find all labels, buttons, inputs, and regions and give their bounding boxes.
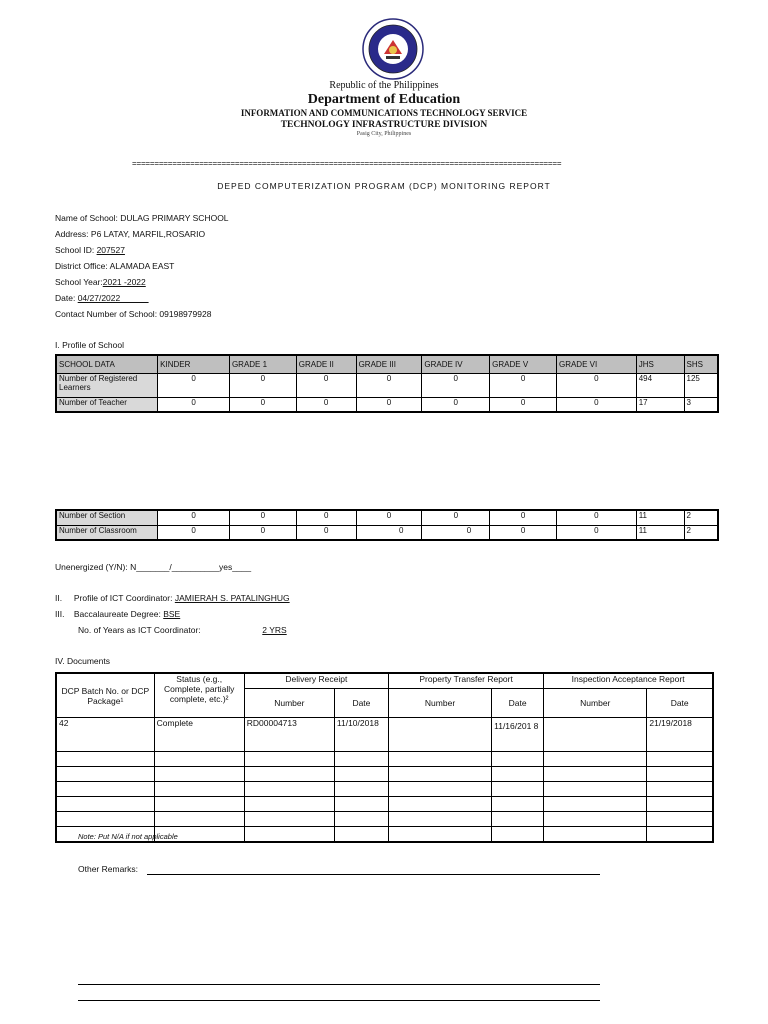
table-cell: 0	[158, 525, 230, 540]
table-cell: 11	[636, 510, 684, 525]
table-cell	[544, 827, 647, 843]
table-cell: 0	[490, 525, 557, 540]
table-row	[56, 525, 718, 540]
address-value: P6 LATAY, MARFIL,ROSARIO	[90, 229, 206, 239]
table-cell: 0	[490, 398, 557, 412]
table-row	[56, 398, 718, 412]
row-label: Number of Section	[56, 510, 158, 525]
table-header-cell: SCHOOL DATA	[56, 355, 158, 374]
years-row	[78, 625, 287, 635]
table-cell	[647, 767, 713, 782]
table-cell	[244, 752, 334, 767]
report-title: DEPED COMPUTERIZATION PROGRAM (DCP) MONITORING REPORT	[217, 181, 551, 191]
table-cell: 3	[684, 398, 718, 412]
table-cell	[544, 812, 647, 827]
table-cell	[244, 797, 334, 812]
school-name-value: DULAG PRIMARY SCHOOL	[120, 213, 229, 223]
table-cell: RD00004713	[244, 718, 334, 752]
table-cell	[388, 752, 491, 767]
table-cell: 0	[422, 398, 490, 412]
table-cell	[492, 827, 544, 843]
deped-seal-icon	[362, 18, 424, 80]
table-header-cell: KINDER	[158, 355, 230, 374]
table-cell: 0	[356, 510, 422, 525]
table-cell	[154, 797, 244, 812]
school-year-row	[55, 277, 146, 287]
table-cell: 0	[556, 374, 636, 398]
school-year-label: School Year:	[55, 277, 103, 287]
years-value: 2 YRS	[262, 625, 287, 635]
table-cell	[334, 812, 388, 827]
table-cell: 494	[636, 374, 684, 398]
table-cell: 125	[684, 374, 718, 398]
table-cell	[244, 767, 334, 782]
school-id-label: School ID:	[55, 245, 97, 255]
table-cell	[56, 812, 154, 827]
separator-line: ================================================================================================	[132, 159, 562, 168]
table-header-cell: GRADE V	[490, 355, 557, 374]
table-cell	[492, 782, 544, 797]
degree-row	[55, 609, 180, 619]
table-cell	[544, 718, 647, 752]
ict-coordinator-row	[55, 593, 290, 603]
table-cell: 2	[684, 510, 718, 525]
table-cell	[647, 827, 713, 843]
table-cell	[154, 767, 244, 782]
address-row	[55, 229, 205, 239]
section-profile-title: I. Profile of School	[55, 340, 124, 350]
table-cell: 2	[684, 525, 718, 540]
table-cell: Complete	[154, 718, 244, 752]
table-row	[56, 374, 718, 398]
table-header-cell: GRADE III	[356, 355, 422, 374]
table-row	[56, 782, 713, 797]
date-value: 04/27/2022	[77, 293, 149, 303]
school-year-value: 2021 -2022	[102, 277, 146, 287]
section-classroom-table	[55, 509, 719, 541]
header-service: INFORMATION AND COMMUNICATIONS TECHNOLOGY SERVICE	[240, 108, 528, 118]
table-row	[56, 718, 713, 752]
ict-coordinator-label: II. Profile of ICT Coordinator:	[55, 593, 175, 603]
col-inspection-header: Inspection Acceptance Report	[544, 673, 713, 689]
table-cell	[154, 812, 244, 827]
table-header-cell: GRADE VI	[556, 355, 636, 374]
table-cell	[388, 827, 491, 843]
table-cell: 0	[356, 525, 422, 540]
table-row	[56, 767, 713, 782]
table-cell: 0	[422, 510, 490, 525]
table-cell	[492, 752, 544, 767]
sub-date-header: Date	[492, 689, 544, 718]
table-cell: 0	[356, 374, 422, 398]
unenergized-line: Unenergized (Y/N): N_______/__________yes____	[55, 562, 252, 572]
table-cell: 42	[56, 718, 154, 752]
district-row	[55, 261, 174, 271]
table-cell	[56, 782, 154, 797]
table-row	[56, 510, 718, 525]
sub-number-header: Number	[244, 689, 334, 718]
table-cell	[56, 752, 154, 767]
table-cell: 0	[230, 510, 297, 525]
table-row	[56, 797, 713, 812]
table-header-cell: JHS	[636, 355, 684, 374]
table-cell: 0	[556, 525, 636, 540]
table-cell: 0	[158, 374, 230, 398]
table-header-cell: GRADE 1	[229, 355, 296, 374]
years-label: No. of Years as ICT Coordinator:	[78, 625, 201, 635]
degree-label: III. Baccalaureate Degree:	[55, 609, 164, 619]
documents-title: IV. Documents	[55, 656, 110, 666]
col-batch-header: DCP Batch No. or DCP Package¹	[56, 673, 154, 718]
table-cell	[544, 767, 647, 782]
address-label: Address:	[55, 229, 91, 239]
col-transfer-header: Property Transfer Report	[388, 673, 543, 689]
table-cell: 0	[296, 374, 356, 398]
col-delivery-header: Delivery Receipt	[244, 673, 388, 689]
table-cell	[334, 827, 388, 843]
table-cell: 11/10/2018	[334, 718, 388, 752]
documents-note: Note: Put N/A if not applicable	[78, 832, 178, 841]
row-label: Number of Teacher	[56, 398, 158, 412]
table-cell	[154, 782, 244, 797]
header-division: TECHNOLOGY INFRASTRUCTURE DIVISION	[280, 120, 488, 130]
table-cell: 0	[422, 374, 490, 398]
table-header-row	[56, 355, 718, 374]
school-name-label: Name of School:	[55, 213, 121, 223]
table-cell: 11/16/201 8	[492, 718, 544, 752]
school-id-value: 207527	[96, 245, 125, 255]
table-cell	[388, 782, 491, 797]
table-cell	[56, 797, 154, 812]
school-id-row	[55, 245, 125, 255]
table-cell	[154, 752, 244, 767]
table-cell: 0	[490, 510, 557, 525]
contact-row	[55, 309, 211, 319]
ict-coordinator-value: JAMIERAH S. PATALINGHUG	[174, 593, 290, 603]
table-header-cell: GRADE II	[296, 355, 356, 374]
table-cell	[647, 782, 713, 797]
table-cell	[388, 718, 491, 752]
district-value: ALAMADA EAST	[109, 261, 175, 271]
table-cell	[388, 767, 491, 782]
sub-number-header: Number	[544, 689, 647, 718]
table-cell	[647, 797, 713, 812]
table-cell	[388, 797, 491, 812]
table-cell	[492, 767, 544, 782]
table-cell: 0	[296, 510, 356, 525]
table-cell: 0	[422, 525, 490, 540]
table-cell: 0	[296, 398, 356, 412]
table-cell	[244, 812, 334, 827]
sub-date-header: Date	[334, 689, 388, 718]
table-cell	[334, 782, 388, 797]
other-remarks-label: Other Remarks:	[78, 864, 138, 874]
table-cell	[544, 797, 647, 812]
contact-value: 09198979928	[159, 309, 212, 319]
signature-line	[78, 1000, 600, 1001]
school-name-row	[55, 213, 229, 223]
table-cell: 0	[229, 398, 296, 412]
documents-table	[55, 672, 714, 843]
table-cell: 0	[556, 510, 636, 525]
row-label: Number of Registered Learners	[56, 374, 158, 398]
table-cell: 0	[556, 398, 636, 412]
table-cell: 0	[158, 398, 230, 412]
sub-number-header: Number	[388, 689, 491, 718]
table-cell	[647, 812, 713, 827]
district-label: District Office:	[55, 261, 110, 271]
table-header-row	[56, 673, 713, 689]
table-cell	[388, 812, 491, 827]
degree-value: BSE	[163, 609, 181, 619]
header-location: Pasig City, Philippines	[356, 131, 412, 137]
table-cell: 11	[636, 525, 684, 540]
table-cell	[334, 767, 388, 782]
contact-label: Contact Number of School:	[55, 309, 160, 319]
table-row	[56, 812, 713, 827]
table-cell	[544, 782, 647, 797]
remarks-line	[147, 874, 600, 875]
table-cell	[492, 797, 544, 812]
table-cell	[492, 812, 544, 827]
date-label: Date:	[55, 293, 78, 303]
table-cell	[244, 782, 334, 797]
row-label: Number of Classroom	[56, 525, 158, 540]
header-republic: Republic of the Philippines	[329, 80, 439, 91]
table-cell: 0	[158, 510, 230, 525]
school-profile-table	[55, 354, 719, 413]
table-cell	[334, 797, 388, 812]
table-cell: 0	[356, 398, 422, 412]
table-cell: 21/19/2018	[647, 718, 713, 752]
signature-line	[78, 984, 600, 985]
sub-date-header: Date	[647, 689, 713, 718]
table-row	[56, 752, 713, 767]
table-cell: 0	[230, 525, 297, 540]
table-cell: 0	[490, 374, 557, 398]
table-header-cell: GRADE IV	[422, 355, 490, 374]
table-cell	[647, 752, 713, 767]
table-cell	[544, 752, 647, 767]
table-cell	[56, 767, 154, 782]
table-header-cell: SHS	[684, 355, 718, 374]
header-department: Department of Education	[307, 92, 461, 107]
table-cell: 0	[296, 525, 356, 540]
table-cell	[334, 752, 388, 767]
date-row	[55, 293, 149, 303]
table-cell	[244, 827, 334, 843]
col-status-header: Status (e.g., Complete, partially complete, etc.)²	[154, 673, 244, 718]
table-cell: 0	[229, 374, 296, 398]
table-cell: 17	[636, 398, 684, 412]
